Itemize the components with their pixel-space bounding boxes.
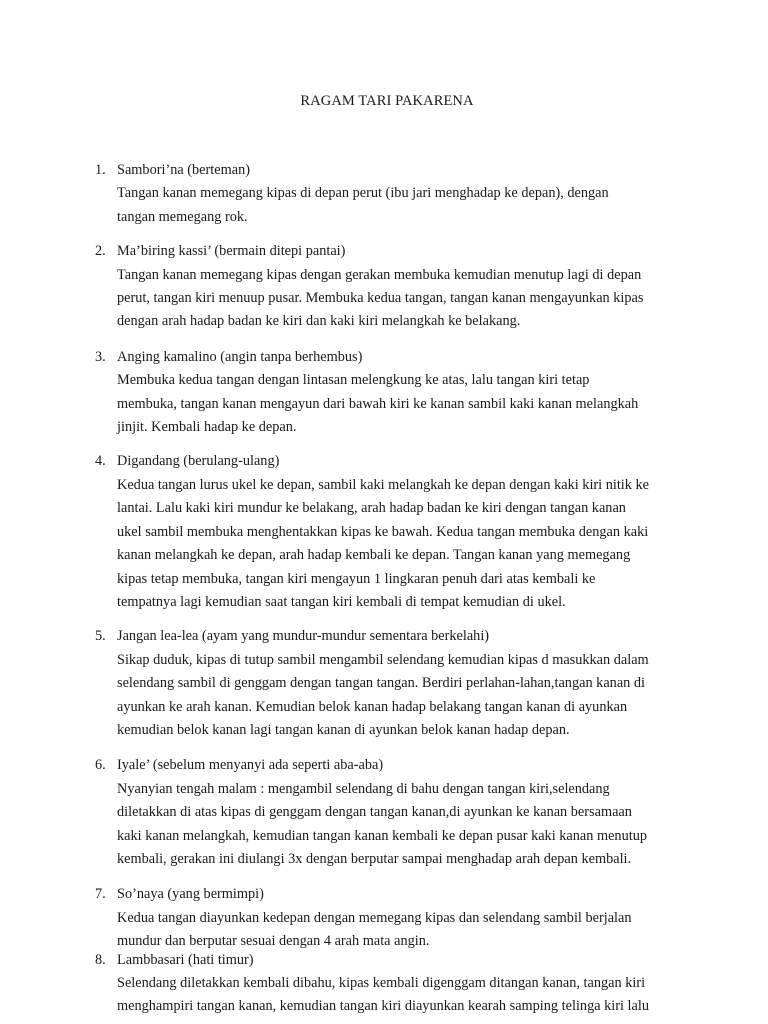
item-number: 8.: [95, 951, 106, 968]
movement-list: [95, 159, 695, 1019]
item-description: Sikap duduk, kipas di tutup sambil mengambil selendang kemudian kipas d masukkan dalam selendang sambil di genggam dengan tangan tangan. Berdiri perlahan-lahan,tangan kanan di ayunkan ke arah kanan. Kemudian belok kanan hadap belakang tangan kanan di ayunkan kemudian belok kanan lagi tangan kanan di ayunkan belok kanan hadap depan.: [117, 651, 649, 738]
list-item: [95, 754, 695, 871]
list-item: [95, 883, 695, 953]
item-number: 5.: [95, 628, 106, 645]
item-number: 6.: [95, 757, 106, 774]
item-heading: Sambori’na (berteman): [117, 162, 250, 178]
list-item: [95, 240, 695, 334]
item-number: 4.: [95, 453, 106, 470]
item-description: Membuka kedua tangan dengan lintasan melengkung ke atas, lalu tangan kiri tetap membuka, tangan kanan mengayun dari bawah kiri ke kanan sambil kaki kanan melangkah jinjit. Kembali hadap ke depan.: [117, 372, 639, 436]
list-item: [95, 346, 695, 440]
item-description: Nyanyian tengah malam : mengambil selendang di bahu dengan tangan kiri,selendang diletakkan di atas kipas di genggam dengan tangan kanan,di ayunkan ke kanan bersamaan kaki kanan melangkah, kemudian tangan kanan kembali ke depan pusar kaki kanan menutup kembali, gerakan ini diulangi 3x dengan berputar sampai menghadap arah depan kembali.: [117, 780, 647, 867]
list-item: [95, 949, 695, 1019]
document-title: RAGAM TARI PAKARENA: [300, 93, 474, 109]
item-heading: Digandang (berulang-ulang): [117, 453, 280, 470]
item-description: Tangan kanan memegang kipas di depan perut (ibu jari menghadap ke depan), dengan tangan memegang rok.: [117, 185, 609, 225]
item-number: 7.: [95, 886, 106, 903]
item-heading: Ma’biring kassi’ (bermain ditepi pantai): [117, 243, 346, 260]
item-number: 1.: [95, 162, 106, 178]
item-description: Tangan kanan memegang kipas dengan gerakan membuka kemudian menutup lagi di depan perut, tangan kiri menuup pusar. Membuka kedua tangan, tangan kanan mengayunkan kipas dengan arah hadap badan ke kiri dan kaki kiri melangkah ke belakang.: [117, 266, 644, 330]
item-heading: Iyale’ (sebelum menyanyi ada seperti aba-aba): [117, 757, 384, 774]
list-item: [95, 625, 695, 742]
item-description: Kedua tangan diayunkan kedepan dengan memegang kipas dan selendang sambil berjalan mundur dan berputar sesuai dengan 4 arah mata angin.: [117, 909, 632, 950]
item-heading: Jangan lea-lea (ayam yang mundur-mundur sementara berkelahi): [117, 628, 490, 645]
item-number: 3.: [95, 348, 106, 365]
item-heading: Lambbasari (hati timur): [117, 951, 254, 968]
item-heading: Anging kamalino (angin tanpa berhembus): [117, 348, 363, 365]
item-description: Selendang diletakkan kembali dibahu, kipas kembali digenggam ditangan kanan, tangan kiri menghampiri tangan kanan, kemudian tangan kiri diayunkan kearah samping telinga kiri lalu: [117, 975, 650, 1015]
item-description: Kedua tangan lurus ukel ke depan, sambil kaki melangkah ke depan dengan kaki kiri nitik ke lantai. Lalu kaki kiri mundur ke belakang, arah hadap badan ke kiri dengan tangan kanan ukel sambil membuka menghentakkan kipas ke bawah. Kedua tangan membuka dengan kaki kanan melangkah ke depan, arah hadap kembali ke depan. Tangan kanan yang memegang kipas tetap membuka, tangan kiri mengayun 1 lingkaran penuh dari atas kembali ke tempatnya lagi kemudian saat tangan kiri kembali di tempat kemudian di ukel.: [117, 476, 650, 610]
list-item: [95, 450, 695, 614]
list-item: [95, 159, 695, 229]
item-heading: So’naya (yang bermimpi): [117, 886, 264, 903]
item-number: 2.: [95, 243, 106, 260]
